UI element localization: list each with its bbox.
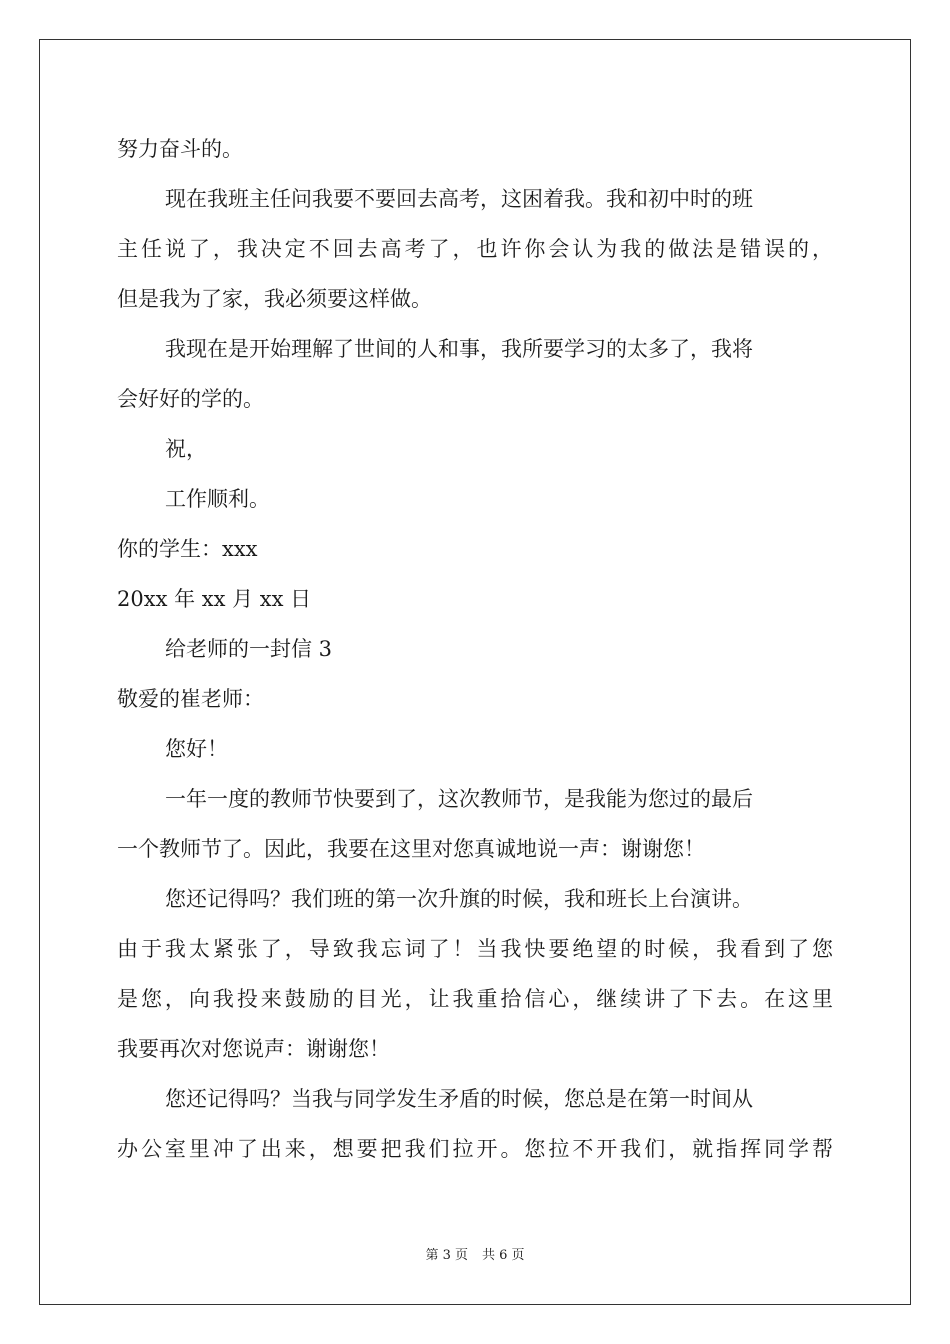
letter-heading: 给老师的一封信 3	[165, 637, 333, 661]
text-line: 一年一度的教师节快要到了，这次教师节，是我能为您过的最后	[165, 787, 753, 811]
closing-salutation: 祝，	[165, 437, 207, 461]
text-line: 由于我太紧张了，导致我忘词了！当我快要绝望的时候，我看到了您	[117, 937, 833, 961]
text-line: 但是我为了家，我必须要这样做。	[117, 287, 432, 311]
text-line: 我现在是开始理解了世间的人和事，我所要学习的太多了，我将	[165, 337, 753, 361]
text-line: 您还记得吗？当我与同学发生矛盾的时候，您总是在第一时间从	[165, 1087, 753, 1111]
greeting-line: 敬爱的崔老师：	[117, 687, 264, 711]
page-number: 第 3 页	[425, 1248, 468, 1263]
text-line: 是您，向我投来鼓励的目光，让我重拾信心，继续讲了下去。在这里	[117, 987, 833, 1011]
text-line: 我要再次对您说声：谢谢您！	[117, 1037, 390, 1061]
date-line: 20xx 年 xx 月 xx 日	[117, 587, 312, 611]
text-line: 主任说了，我决定不回去高考了，也许你会认为我的做法是错误的，	[117, 237, 833, 261]
greeting-hello: 您好！	[165, 737, 228, 761]
text-line: 您还记得吗？我们班的第一次升旗的时候，我和班长上台演讲。	[165, 887, 753, 911]
signature-line: 你的学生：xxx	[117, 537, 258, 561]
letter-body	[117, 124, 833, 1174]
text-line: 办公室里冲了出来，想要把我们拉开。您拉不开我们，就指挥同学帮	[117, 1137, 833, 1161]
page-footer	[0, 1247, 950, 1265]
page-total: 共 6 页	[482, 1248, 525, 1263]
text-line: 一个教师节了。因此，我要在这里对您真诚地说一声：谢谢您！	[117, 837, 705, 861]
closing-wish: 工作顺利。	[165, 487, 270, 511]
text-line: 努力奋斗的。	[117, 137, 243, 161]
text-line: 会好好的学的。	[117, 387, 264, 411]
text-line: 现在我班主任问我要不要回去高考，这困着我。我和初中时的班	[165, 187, 753, 211]
